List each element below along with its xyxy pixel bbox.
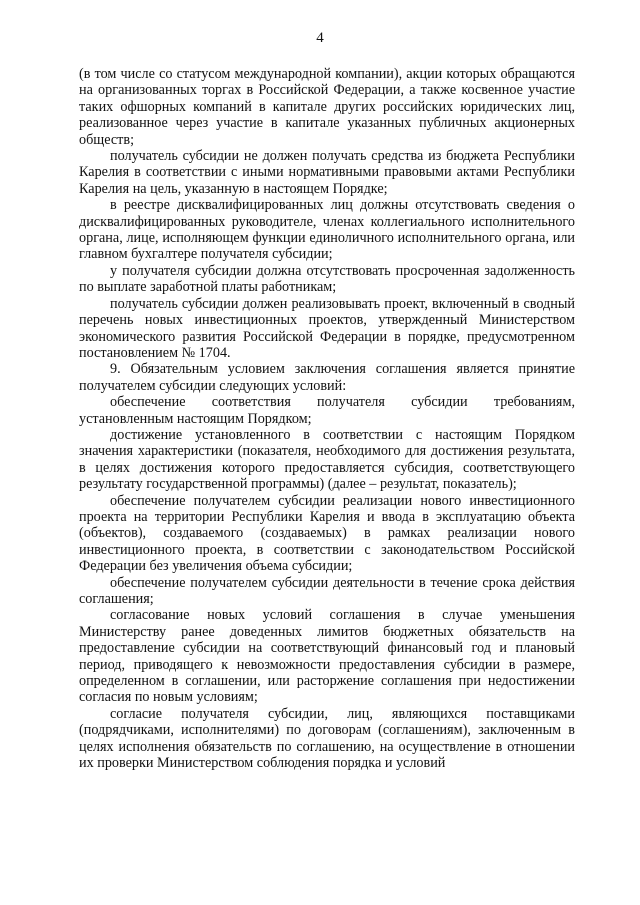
paragraph-clause-9: 9. Обязательным условием заключения соглашения является принятие получателем субсидии следующих условий:: [79, 361, 575, 394]
paragraph-no-budget-funds: получатель субсидии не должен получать средства из бюджета Республики Карелия в соответствии с иными нормативными правовыми актами Республики Карелия на цель, указанную в настоящем Порядке;: [79, 148, 575, 197]
paragraph-investment-project: получатель субсидии должен реализовывать проект, включенный в сводный перечень новых инвестиционных проектов, утвержденный Министерством экономического развития Российской Федерации в порядке, предусмотренном постановлением № 1704.: [79, 295, 575, 361]
paragraph-wage-arrears: у получателя субсидии должна отсутствовать просроченная задолженность по выплате заработной платы работникам;: [79, 262, 575, 296]
paragraph-compliance: обеспечение соответствия получателя субсидии требованиям, установленным настоящим Порядком;: [79, 394, 575, 427]
page-number: 4: [316, 30, 324, 46]
paragraph-offshore-continuation: (в том числе со статусом международной компании), акции которых обращаются на организованных торгах в Российской Федерации, а также косвенное участие таких офшорных компаний в капитале других российских юридических лиц, реализованное через участие в капитале указанных публичных акционерных обществ;: [79, 66, 575, 148]
paragraph-result-indicator: достижение установленного в соответствии с настоящим Порядком значения характеристики (показателя, необходимого для достижения результата, в целях достижения которого предоставляется субсидия, соответствующего результату государственной программы) (далее – результат, показатель);: [79, 426, 575, 493]
paragraph-activity-term: обеспечение получателем субсидии деятельности в течение срока действия соглашения;: [79, 574, 575, 607]
paragraph-disqualified-persons: в реестре дисквалифицированных лиц должны отсутствовать сведения о дисквалифицированных руководителе, членах коллегиального исполнительного органа, лице, исполняющем функции единоличного исполнительного органа, или главном бухгалтере получателя субсидии;: [79, 197, 575, 263]
paragraph-consent-to-inspection: согласие получателя субсидии, лиц, являющихся поставщиками (подрядчиками, исполнителями) по договорам (соглашениям), заключенным в целях исполнения обязательств по соглашению, на осуществление в отношении их проверки Министерством соблюдения порядка и условий: [79, 705, 575, 772]
document-body: [79, 66, 575, 771]
paragraph-project-implementation: обеспечение получателем субсидии реализации нового инвестиционного проекта на территории Республики Карелия и ввода в эксплуатацию объекта (объектов), создаваемого (создаваемых) в рамках реализации нового инвестиционного проекта, в соответствии с законодательством Российской Федерации без увеличения объема субсидии;: [79, 492, 575, 575]
paragraph-new-conditions: согласование новых условий соглашения в случае уменьшения Министерству ранее доведенных лимитов бюджетных обязательств на предоставление субсидии на соответствующий финансовый год и плановый период, приводящего к невозможности предоставления субсидии в размере, определенном в соглашении, или расторжение соглашения при недостижении согласия по новым условиям;: [79, 607, 575, 706]
